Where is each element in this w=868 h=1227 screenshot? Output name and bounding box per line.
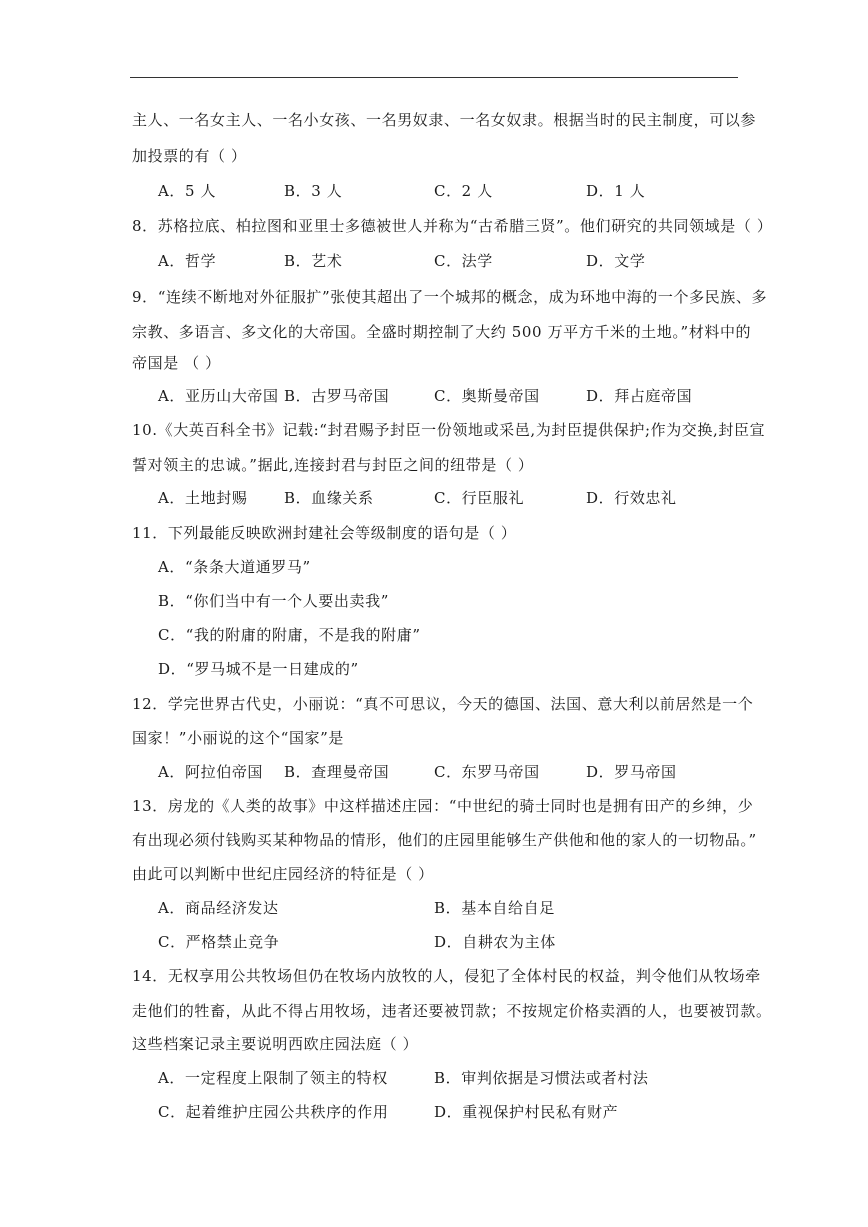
q12-option-c: C．东罗马帝国: [434, 763, 540, 781]
q11-option-b: B．“你们当中有一个人要出卖我”: [158, 592, 389, 610]
q7-option-b: B．3 人: [284, 182, 343, 200]
q12-stem-line1: 12．学完世界古代史，小丽说：“真不可思议，今天的德国、法国、意大利以前居然是一个: [132, 695, 754, 713]
q9-stem-line3: 帝国是 （ ）: [132, 354, 221, 372]
q14-stem-line2: 走他们的牲畜，从此不得占用牧场，违者还要被罚款；不按规定价格卖酒的人，也要被罚款。: [132, 1002, 772, 1020]
q9-option-d: D．拜占庭帝国: [586, 387, 693, 405]
q11-option-a: A．“条条大道通罗马”: [158, 558, 311, 576]
q13-stem-line3: 由此可以判断中世纪庄园经济的特征是（ ）: [132, 865, 434, 883]
q7-stem-line2: 加投票的有（ ）: [132, 147, 247, 165]
q14-option-d: D．重视保护村民私有财产: [434, 1103, 619, 1121]
q14-option-b: B．审判依据是习惯法或者村法: [434, 1069, 649, 1087]
q8-option-d: D．文学: [586, 252, 646, 270]
q7-option-a: A．5 人: [158, 182, 217, 200]
q8-option-c: C．法学: [434, 252, 493, 270]
q7-stem-line1: 主人、一名女主人、一名小女孩、一名男奴隶、一名女奴隶。根据当时的民主制度，可以参: [132, 111, 757, 129]
q13-stem-line1: 13．房龙的《人类的故事》中这样描述庄园：“中世纪的骑士同时也是拥有田产的乡绅，少: [132, 797, 754, 815]
q10-option-c: C．行臣服礼: [434, 489, 525, 507]
q8-option-a: A．哲学: [158, 252, 217, 270]
q9-option-a: A．亚历山大帝国: [158, 387, 279, 405]
header-rule: [130, 77, 738, 78]
q11-option-d: D．“罗马城不是一日建成的”: [158, 660, 359, 678]
q13-option-b: B．基本自给自足: [434, 899, 555, 917]
q13-option-a: A．商品经济发达: [158, 899, 279, 917]
q8-stem: 8．苏格拉底、柏拉图和亚里士多德被世人并称为“古希腊三贤”。他们研究的共同领域是（ ）: [132, 217, 773, 235]
q9-stem-line1: 9．“连续不断地对外征服扩”张使其超出了一个城邦的概念，成为环地中海的一个多民族、多: [132, 288, 768, 306]
q13-option-d: D．自耕农为主体: [434, 933, 556, 951]
q7-option-d: D．1 人: [586, 182, 646, 200]
q10-stem-line2: 誓对领主的忠诚。”据此,连接封君与封臣之间的纽带是（ ）: [132, 456, 534, 474]
q8-option-b: B．艺术: [284, 252, 343, 270]
q12-option-b: B．查理曼帝国: [284, 763, 390, 781]
q13-stem-line2: 有出现必须付钱购买某种物品的情形，他们的庄园里能够生产供他和他的家人的一切物品。”: [132, 831, 757, 849]
q10-option-d: D．行效忠礼: [586, 489, 677, 507]
q14-option-a: A．一定程度上限制了领主的特权: [158, 1069, 388, 1087]
q14-option-c: C．起着维护庄园公共秩序的作用: [158, 1103, 389, 1121]
q12-stem-line2: 国家！”小丽说的这个“国家”是: [132, 729, 345, 747]
q14-stem-line3: 这些档案记录主要说明西欧庄园法庭（ ）: [132, 1035, 419, 1053]
q12-option-d: D．罗马帝国: [586, 763, 677, 781]
q9-option-b: B．古罗马帝国: [284, 387, 390, 405]
q7-option-c: C．2 人: [434, 182, 493, 200]
q13-option-c: C．严格禁止竞争: [158, 933, 280, 951]
q10-stem-line1: 10.《大英百科全书》记载:“封君赐予封臣一份领地或采邑,为封臣提供保护;作为交换,封臣宣: [132, 421, 766, 439]
q9-stem-line2: 宗教、多语言、多文化的大帝国。全盛时期控制了大约 500 万平方千米的土地。”材料中的: [132, 323, 752, 341]
q11-option-c: C．“我的附庸的附庸，不是我的附庸”: [158, 626, 421, 644]
q10-option-b: B．血缘关系: [284, 489, 374, 507]
q11-stem: 11．下列最能反映欧洲封建社会等级制度的语句是（ ）: [132, 524, 517, 542]
q9-option-c: C．奥斯曼帝国: [434, 387, 540, 405]
q14-stem-line1: 14．无权享用公共牧场但仍在牧场内放牧的人，侵犯了全体村民的权益，判令他们从牧场牵: [132, 967, 761, 985]
q10-option-a: A．土地封赐: [158, 489, 248, 507]
q12-option-a: A．阿拉伯帝国: [158, 763, 264, 781]
